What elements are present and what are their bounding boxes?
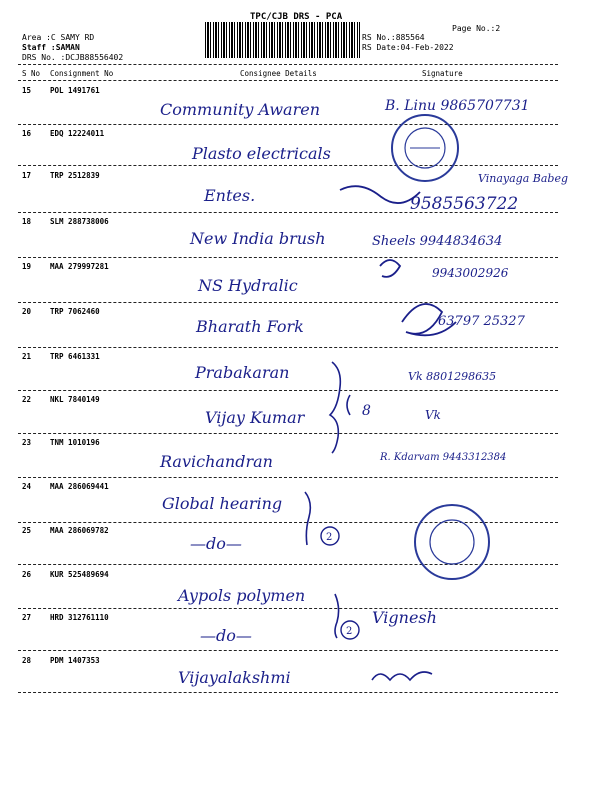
row-consignee: Plasto electricals [192, 144, 331, 163]
row-consignment-no: KUR 525489694 [50, 570, 109, 579]
staff-label: Staff :SAMAN [22, 43, 80, 52]
row-consignee: —do— [190, 534, 242, 553]
row-consignment-no: MAA 286069441 [50, 482, 109, 491]
row-signature: Sheels 9944834634 [372, 234, 503, 249]
row-signature: 9943002926 [432, 266, 509, 280]
row-consignee: —do— [200, 626, 252, 645]
row-consignee: Global hearing [162, 494, 283, 513]
brace-mark [347, 395, 350, 415]
page-number: Page No.:2 [452, 24, 501, 33]
brace-mark [335, 594, 339, 638]
signature-scribble [402, 304, 456, 335]
row-sno: 20 [22, 307, 32, 316]
company-stamp-global-hearing [415, 505, 489, 579]
row-consignment-no: POL 1491761 [50, 86, 100, 95]
row-sno: 25 [22, 526, 32, 535]
row-consignment-no: SLM 288738006 [50, 217, 109, 226]
row-consignee: Community Awaren [160, 100, 320, 119]
row-consignee: Vijay Kumar [205, 408, 305, 427]
row-signature: R. Kdarvam 9443312384 [380, 452, 507, 463]
row-sno: 18 [22, 217, 32, 226]
row-consignment-no: PDM 1407353 [50, 656, 100, 665]
rs-date: RS Date:04-Feb-2022 [362, 43, 454, 52]
row-sno: 27 [22, 613, 32, 622]
drs-number: DRS No. :DCJB88556402 [22, 53, 124, 62]
row-sno: 28 [22, 656, 32, 665]
row-consignment-no: MAA 279997281 [50, 262, 109, 271]
row-consignee: Entes. [204, 186, 256, 205]
signature-scribble [380, 260, 400, 277]
row-consignee: NS Hydralic [198, 276, 298, 295]
row-consignment-no: TNM 1010196 [50, 438, 100, 447]
row-sno: 23 [22, 438, 32, 447]
row-consignee: Vijayalakshmi [178, 668, 291, 687]
row-signature: Vignesh [372, 608, 437, 627]
row-consignment-no: EDQ 12224011 [50, 129, 105, 138]
row-sno: 16 [22, 129, 32, 138]
row-signature: Vinayaga Babeg [478, 172, 569, 185]
row-sno: 22 [22, 395, 32, 404]
row-consignee: Prabakaran [195, 363, 290, 382]
row-consignment-no: HRD 312761110 [50, 613, 109, 622]
row-consignment-no: NKL 7840149 [50, 395, 100, 404]
count-mark: 8 [362, 403, 371, 419]
col-consignee: Consignee Details [240, 69, 317, 78]
row-sno: 21 [22, 352, 32, 361]
row-signature: Vk 8801298635 [408, 370, 497, 383]
count-mark: 2 [346, 626, 353, 637]
row-consignee: New India brush [190, 229, 326, 248]
row-signature: 9585563722 [410, 194, 519, 214]
company-stamp-plasto [392, 115, 458, 181]
row-signature: Vk [425, 408, 441, 422]
col-sno: S No [22, 69, 41, 78]
document-title: TPC/CJB DRS - PCA [250, 12, 343, 22]
brace-mark [330, 362, 340, 453]
row-consignment-no: TRP 2512839 [50, 171, 100, 180]
row-consignment-no: TRP 7062460 [50, 307, 100, 316]
row-sno: 15 [22, 86, 32, 95]
row-signature: 63797 25327 [438, 314, 525, 329]
row-consignment-no: TRP 6461331 [50, 352, 100, 361]
area-label: Area :C SAMY RD [22, 33, 95, 42]
signature-scribble [372, 672, 432, 680]
brace-mark [305, 492, 310, 545]
col-signature: Signature [422, 69, 463, 78]
count-mark: 2 [326, 532, 333, 543]
col-consignment: Consignment No [50, 69, 114, 78]
row-consignee: Ravichandran [160, 452, 273, 471]
signature-scribble [340, 186, 420, 203]
row-sno: 17 [22, 171, 32, 180]
row-consignee: Aypols polymen [178, 586, 306, 605]
rs-number: RS No.:885564 [362, 33, 425, 42]
row-signature: B. Linu 9865707731 [385, 98, 530, 114]
row-sno: 24 [22, 482, 32, 491]
row-sno: 19 [22, 262, 32, 271]
row-consignment-no: MAA 286069782 [50, 526, 109, 535]
row-consignee: Bharath Fork [196, 317, 304, 336]
row-sno: 26 [22, 570, 32, 579]
